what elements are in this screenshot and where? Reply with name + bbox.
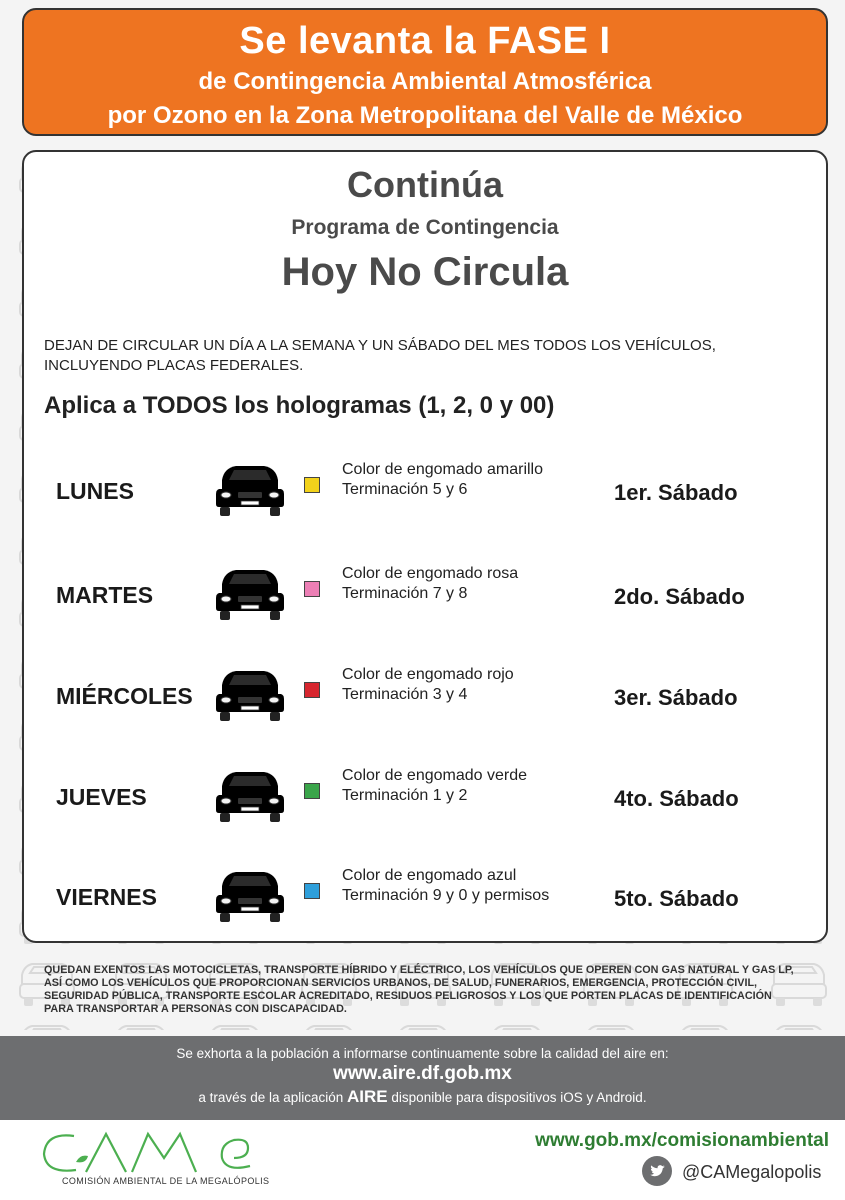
saturday-label: 3er. Sábado xyxy=(614,685,738,710)
notice-line1: DEJAN DE CIRCULAR UN DÍA A LA SEMANA Y UN SÁBADO DEL MES TODOS LOS VEHÍCULOS, xyxy=(44,337,716,354)
saturday-label: 2do. Sábado xyxy=(614,584,745,609)
car-icon xyxy=(212,764,288,824)
day-label: MIÉRCOLES xyxy=(56,683,193,709)
continues-heading: Continúa xyxy=(347,164,503,205)
app-text-pre: a través de la aplicación xyxy=(198,1090,344,1105)
sticker-color-label: Color de engomado amarillo xyxy=(342,461,543,478)
program-subheading: Programa de Contingencia xyxy=(291,216,559,239)
sticker-description xyxy=(342,866,549,906)
sticker-color-label: Color de engomado rojo xyxy=(342,666,514,683)
sticker-color-label: Color de engomado rosa xyxy=(342,565,519,582)
twitter-bird-icon[interactable] xyxy=(642,1156,672,1186)
phase-banner xyxy=(22,8,828,136)
logo-letter-a xyxy=(86,1134,126,1172)
plate-termination: Terminación 1 y 2 xyxy=(342,787,468,804)
plate-termination: Terminación 3 y 4 xyxy=(342,686,468,703)
car-icon xyxy=(212,562,288,622)
exemptions-line2: ASÍ COMO LOS VEHÍCULOS QUE PROPORCIONAN SERVICIOS URBANOS, DE SALUD, FUNERARIOS, EMERGENCIA, PROTECCIÓN CIVIL, xyxy=(44,977,758,989)
saturday-label: 5to. Sábado xyxy=(614,886,739,911)
sticker-description xyxy=(342,564,518,604)
app-availability xyxy=(0,1087,845,1107)
banner-subtitle-line2: por Ozono en la Zona Metropolitana del Valle de México xyxy=(107,102,743,129)
notice-line2: INCLUYENDO PLACAS FEDERALES. xyxy=(44,357,304,374)
air-quality-link[interactable]: www.aire.df.gob.mx xyxy=(333,1063,512,1084)
car-icon xyxy=(212,458,288,518)
exemptions-line4: PARA TRANSPORTAR A PERSONAS CON DISCAPACIDAD. xyxy=(44,1003,347,1015)
day-label: VIERNES xyxy=(56,884,157,910)
sticker-color-swatch xyxy=(304,581,320,597)
program-title: Hoy No Circula xyxy=(281,250,569,294)
schedule-row-lunes xyxy=(24,458,826,520)
footer xyxy=(0,1120,845,1200)
app-name: AIRE xyxy=(347,1087,388,1106)
banner-title: Se levanta la FASE I xyxy=(239,20,611,62)
comision-ambiental-link[interactable]: www.gob.mx/comisionambiental xyxy=(535,1130,829,1151)
info-exhortation: Se exhorta a la población a informarse continuamente sobre la calidad del aire en: xyxy=(176,1046,669,1061)
car-icon xyxy=(212,864,288,924)
plate-termination: Terminación 7 y 8 xyxy=(342,585,468,602)
sticker-color-label: Color de engomado verde xyxy=(342,767,528,784)
day-label: JUEVES xyxy=(56,784,147,810)
schedule-row-martes xyxy=(24,562,826,624)
schedule-row-miercoles xyxy=(24,663,826,725)
schedule-row-viernes xyxy=(24,864,826,926)
exemptions-text xyxy=(44,964,804,1016)
plate-termination: Terminación 9 y 0 y permisos xyxy=(342,887,550,904)
circulation-notice xyxy=(44,336,804,376)
day-label: LUNES xyxy=(56,478,134,504)
banner-subtitle-line1: de Contingencia Ambiental Atmosférica xyxy=(198,68,652,95)
program-card xyxy=(22,150,828,943)
sticker-color-swatch xyxy=(304,682,320,698)
sticker-description xyxy=(342,460,543,500)
sticker-description xyxy=(342,665,514,705)
sticker-color-swatch xyxy=(304,883,320,899)
day-label: MARTES xyxy=(56,582,154,608)
logo-letter-c xyxy=(44,1135,76,1170)
twitter-handle[interactable]: @CAMegalopolis xyxy=(682,1162,822,1182)
app-text-post: disponible para dispositivos iOS y Android. xyxy=(391,1090,647,1105)
sticker-color-swatch xyxy=(304,783,320,799)
sticker-color-label: Color de engomado azul xyxy=(342,867,517,884)
sticker-description xyxy=(342,766,527,806)
came-logo xyxy=(36,1128,266,1178)
logo-caption: COMISIÓN AMBIENTAL DE LA MEGALÓPOLIS xyxy=(62,1176,270,1186)
logo-letter-m xyxy=(132,1134,196,1172)
plate-termination: Terminación 5 y 6 xyxy=(342,481,468,498)
sticker-color-swatch xyxy=(304,477,320,493)
saturday-label: 4to. Sábado xyxy=(614,786,739,811)
logo-letter-e xyxy=(222,1140,250,1168)
logo-leaf xyxy=(76,1156,88,1163)
exemptions-line1: QUEDAN EXENTOS LAS MOTOCICLETAS, TRANSPORTE HÍBRIDO Y ELÉCTRICO, LOS VEHÍCULOS QUE OPEREN CON GAS NATURAL Y GAS LP, xyxy=(44,964,794,976)
exemptions-line3: SEGURIDAD PÚBLICA, TRANSPORTE ESCOLAR ACREDITADO, RESIDUOS PELIGROSOS Y LOS QUE PORTEN PLACAS DE IDENTIFICACIÓN xyxy=(44,990,772,1002)
applies-heading: Aplica a TODOS los hologramas (1, 2, 0 y 00) xyxy=(44,392,555,419)
air-quality-info-bar xyxy=(0,1036,845,1120)
schedule-row-jueves xyxy=(24,764,826,826)
saturday-label: 1er. Sábado xyxy=(614,480,738,505)
car-icon xyxy=(212,663,288,723)
